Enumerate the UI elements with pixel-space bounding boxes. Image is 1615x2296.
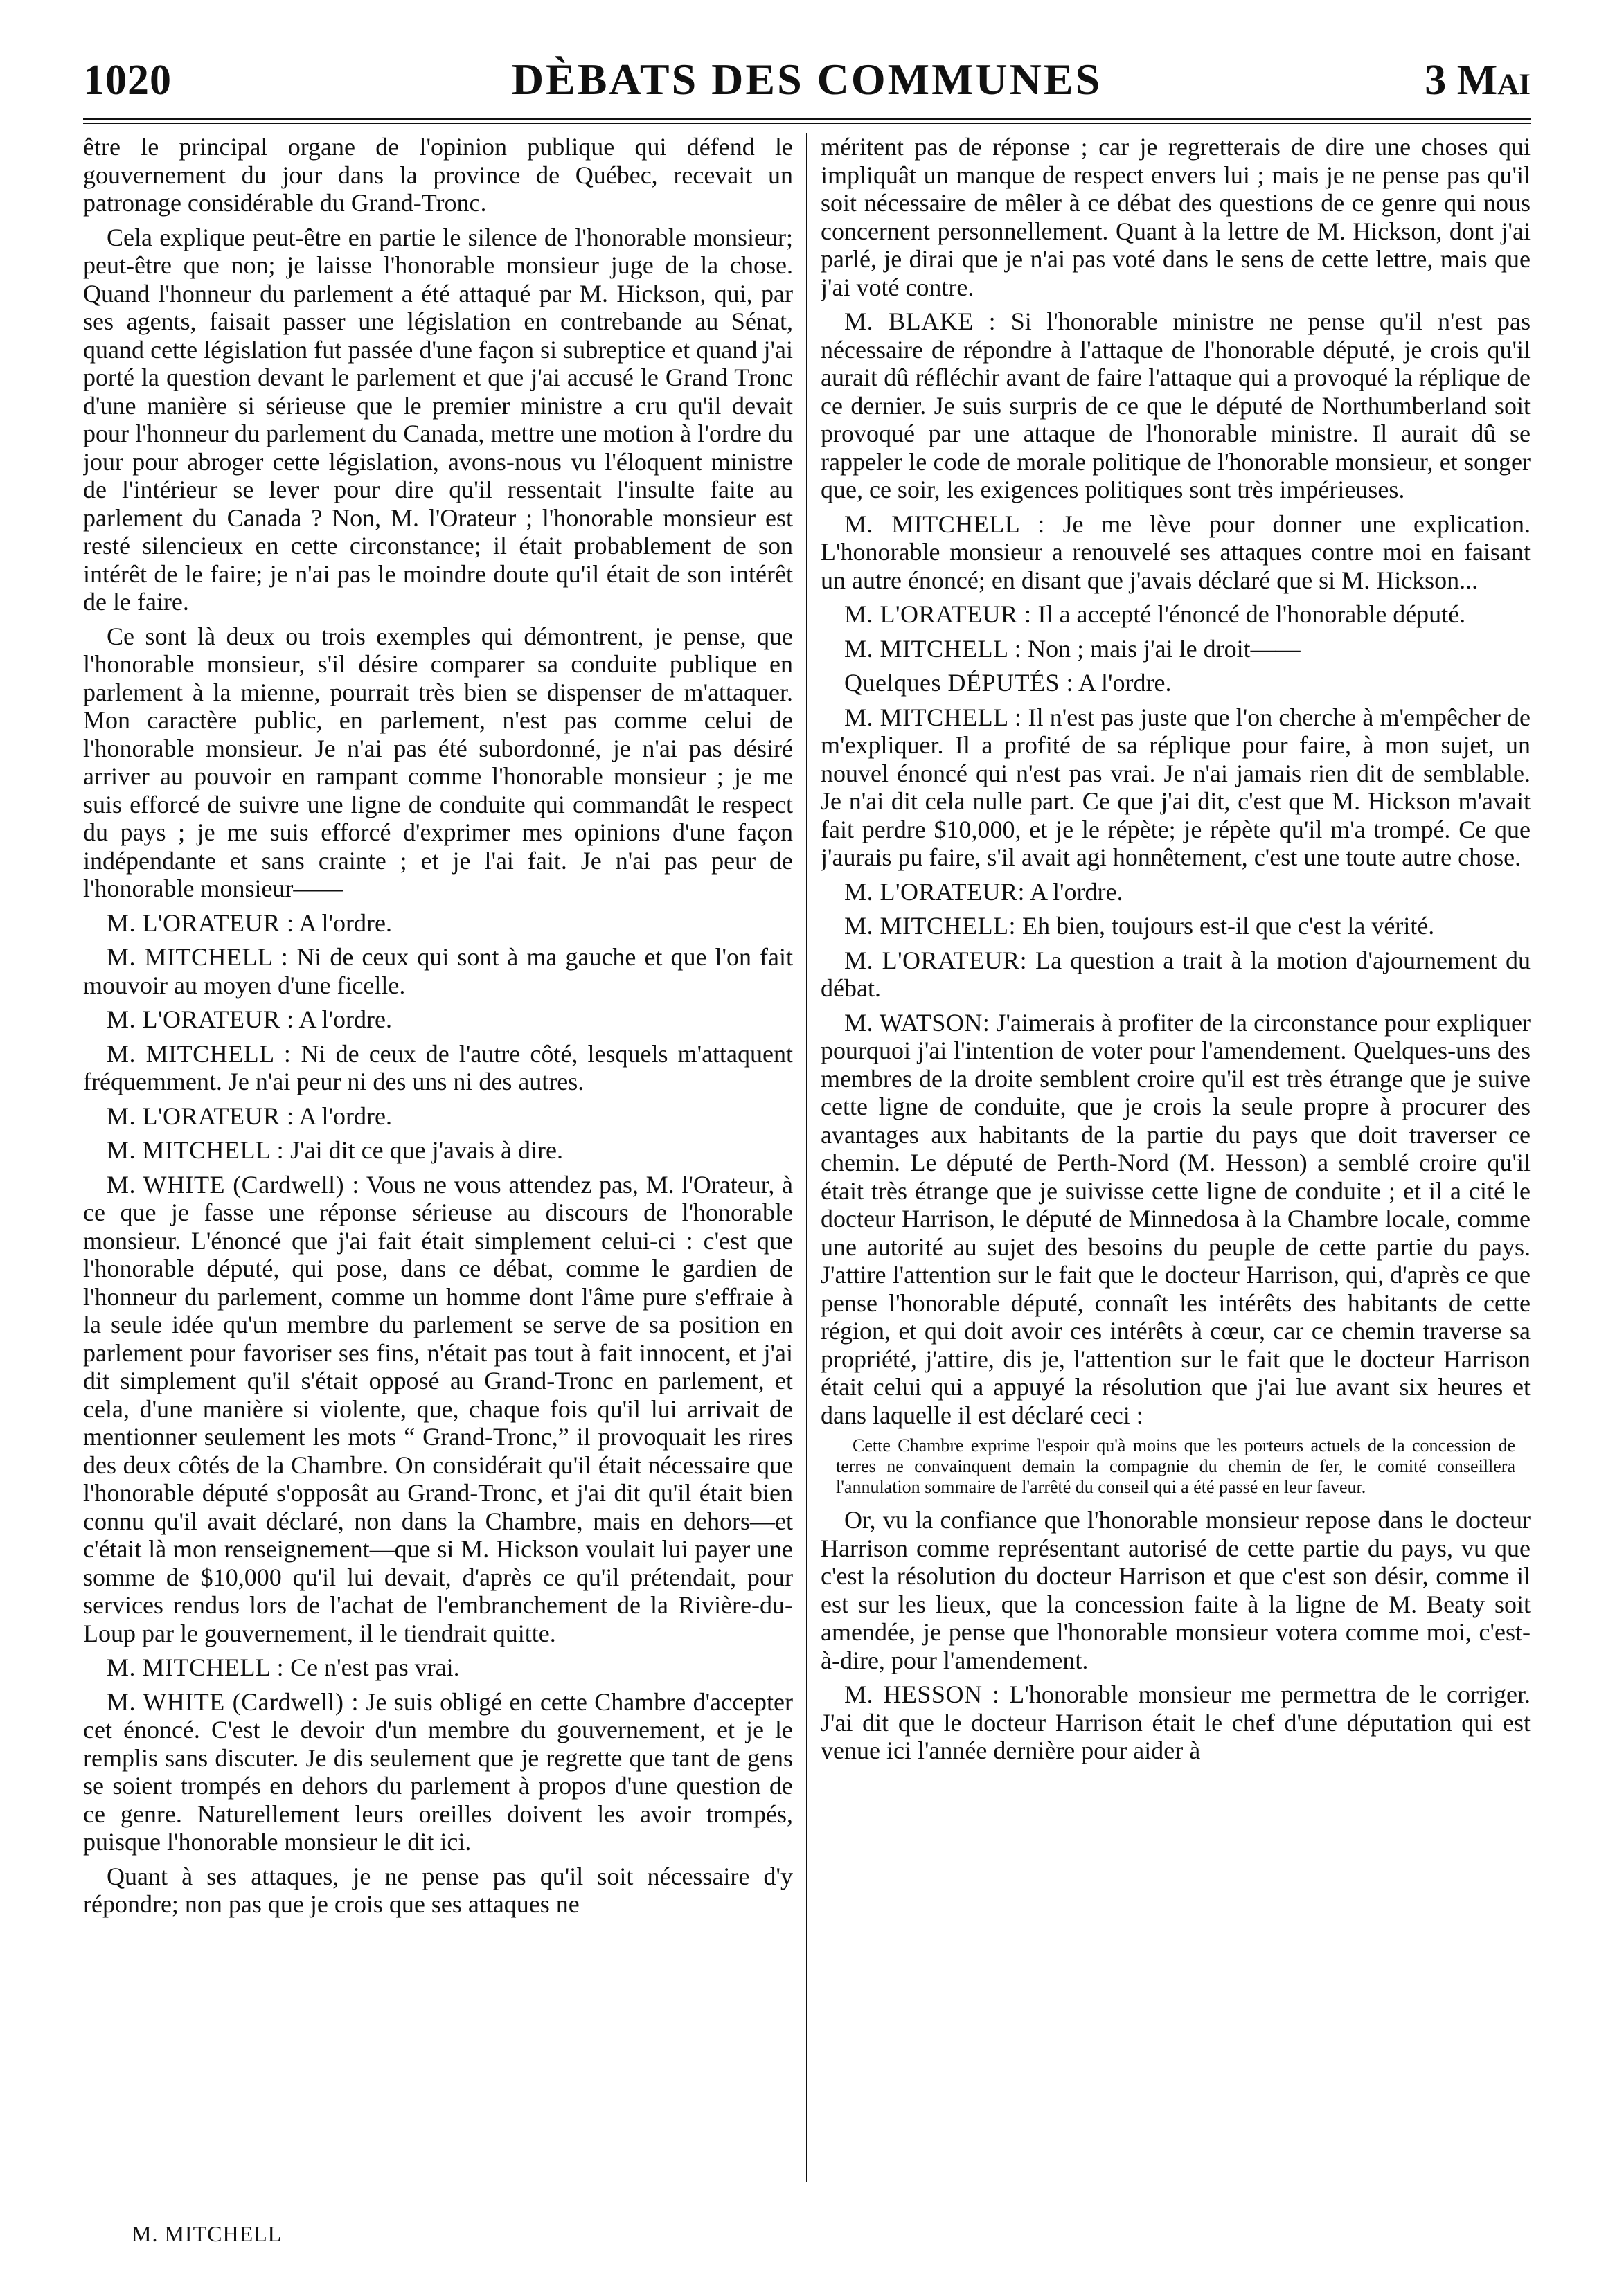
paragraph <box>821 947 1531 1003</box>
paragraph-text: A l'ordre. <box>1078 669 1172 697</box>
paragraph-text: Ce sont là deux ou trois exemples qui démontrent, je pense, que l'honorable monsieur, s'il désire comparer sa conduite publique en parlement à la mienne, pourrait très bien se dispenser de m'attaquer. Mon caractère public, en parlement, n'est pas comme celui de l'honorable monsieur. Je n'ai pas été subordonné, je n'ai pas désiré arriver au pouvoir en rampant comme l'honorable monsieur ; je me suis efforcé de suivre une ligne de conduite qui commandât le respect du pays ; je me suis efforcé d'exprimer mes opinions d'une façon indépendante et sans crainte ; et je l'ai fait. Je n'ai pas peur de l'honorable monsieur—— <box>83 622 793 902</box>
speaker-label: M. WHITE (Cardwell) : <box>107 1170 359 1199</box>
paragraph <box>821 635 1531 663</box>
paragraph <box>821 878 1531 906</box>
paragraph <box>821 1009 1531 1430</box>
speaker-label: M. L'ORATEUR : <box>107 1102 294 1130</box>
header-rule <box>83 118 1531 120</box>
paragraph <box>821 510 1531 595</box>
footer-name: M. MITCHELL <box>132 2221 283 2246</box>
paragraph <box>83 224 793 616</box>
paragraph-text: Je suis obligé en cette Chambre d'accepter cet énoncé. C'est le devoir d'un membre du gouvernement, et je le remplis sans discuter. Je dis seulement que je regrette que tant de gens se soient trompés en dehors du parlement à propos d'une question de ce genre. Naturellement leurs oreilles doivent les avoir trompés, puisque l'honorable monsieur le dit ici. <box>83 1687 793 1856</box>
speaker-label: M. WATSON: <box>844 1008 990 1037</box>
speaker-label: M. L'ORATEUR : <box>107 1005 294 1033</box>
publication-title: DÈBATS DES COMMUNES <box>511 55 1103 104</box>
paragraph-text: Cela explique peut-être en partie le silence de l'honorable monsieur; peut-être que non; je laisse l'honorable monsieur juge de la chose. Quand l'honneur du parlement a été attaqué par M. Hickson, qui, par ses agents, faisait passer une législation en contrebande au Sénat, quand cette législation fut passée d'une façon si subreptice et quand j'ai porté la question devant le parlement et que j'ai accusé le Grand Tronc d'une manière si sérieuse que le premier ministre a cru qu'il devait pour l'honneur du parlement du Canada, mettre une motion à l'ordre du jour pour abroger cette législation, avons-nous vu l'éloquent ministre de l'intérieur se lever pour dire qu'il ressentait l'insulte faite au parlement du Canada ? Non, M. l'Orateur ; l'honorable monsieur est resté silencieux en cette circonstance; il était probablement de son intérêt de le faire; je n'ai pas le moindre doute qu'il était de son intérêt de le faire. <box>83 223 793 616</box>
paragraph-text: Vous ne vous attendez pas, M. l'Orateur, à ce que je fasse une réponse sérieuse au discours de l'honorable monsieur. L'énoncé que j'ai fait était simplement celui-ci : c'est que l'honorable député, qui pose, dans ce débat, comme le gardien de l'honneur du parlement, comme un homme dont l'âme pure s'effraie à la seule idée qu'un membre du parlement se serve de sa position en parlement pour favoriser ses fins, n'était pas tout à fait innocent, et j'ai dit simplement qu'il s'était opposé au Grand-Tronc en parlement, et cela, d'une manière si violente, que, chaque fois qu'il lui arrivait de mentionner seulement les mots “ Grand-Tronc,” il provoquait les rires des deux côtés de la Chambre. On considérait qu'il était nécessaire que l'honorable député s'opposât au Grand-Tronc, et j'ai dit qu'il était bien connu qu'il avait déclaré, non dans la Chambre, mais en dehors—et c'était là mon renseignement—que si M. Hickson voulait lui payer une somme de $10,000 qu'il lui devait, d'après ce qu'il prétendait, pour services rendus lors de l'achat de l'embranchement de la Rivière-du-Loup par le gouvernement, il le tiendrait quitte. <box>83 1170 793 1647</box>
paragraph-text: Quant à ses attaques, je ne pense pas qu'il soit nécessaire d'y répondre; non pas que je crois que ses attaques ne <box>83 1862 793 1918</box>
speaker-label: M. MITCHELL : <box>844 703 1022 731</box>
paragraph-text: A l'ordre. <box>298 908 392 937</box>
paragraph-text: Ce n'est pas vrai. <box>290 1653 460 1681</box>
paragraph-text: Non ; mais j'ai le droit—— <box>1028 634 1301 663</box>
paragraph <box>83 1102 793 1131</box>
two-column-body <box>83 133 1531 2182</box>
paragraph-text: Ni de ceux qui sont à ma gauche et que l'on fait mouvoir au moyen d'une ficelle. <box>83 943 793 999</box>
paragraph-text: Cette Chambre exprime l'espoir qu'à moins que les porteurs actuels de la concession de terres ne convainquent demain la compagnie du chemin de fer, le comité conseillera l'annulation sommaire de l'arrêté du conseil qui a été passé en leur faveur. <box>836 1435 1515 1497</box>
speaker-label: M. L'ORATEUR: <box>844 946 1028 974</box>
right-column <box>821 133 1531 2182</box>
speaker-label: M. WHITE (Cardwell) : <box>107 1687 359 1716</box>
paragraph <box>821 307 1531 504</box>
paragraph <box>821 669 1531 697</box>
paragraph <box>83 622 793 903</box>
column-divider <box>806 133 808 2182</box>
speaker-label: M. MITCHELL: <box>844 912 1016 940</box>
page-number: 1020 <box>83 57 172 104</box>
paragraph <box>821 133 1531 301</box>
paragraph-text: La question a trait à la motion d'ajournement du débat. <box>821 946 1531 1002</box>
paragraph-text: Ni de ceux de l'autre côté, lesquels m'attaquent fréquemment. Je n'ai peur ni des uns ni des autres. <box>83 1039 793 1095</box>
speaker-label: M. MITCHELL : <box>107 1039 292 1068</box>
paragraph <box>821 1680 1531 1765</box>
paragraph <box>83 943 793 999</box>
paragraph <box>821 703 1531 872</box>
speaker-label: Quelques DÉPUTÉS : <box>844 669 1073 697</box>
running-header <box>83 42 1531 105</box>
paragraph-text: A l'ordre. <box>1030 877 1123 906</box>
paragraph <box>821 1506 1531 1674</box>
paragraph <box>83 1863 793 1919</box>
speaker-label: M. HESSON : <box>844 1680 1000 1708</box>
paragraph-text: méritent pas de réponse ; car je regretterais de dire une choses qui impliquât un manque de respect envers lui ; mais je ne pense pas qu'il soit nécessaire de mêler à ce débat des questions de ce genre qui nous concernent personnellement. Quant à la lettre de M. Hickson, dont j'ai parlé, je dirai que je n'ai pas voté dans le sens de cette lettre, mais que j'ai voté contre. <box>821 133 1531 301</box>
header-rule-thin <box>83 123 1531 124</box>
paragraph-text: Or, vu la confiance que l'honorable monsieur repose dans le docteur Harrison comme représentant autorisé de cette partie du pays, vu que c'est la résolution du docteur Harrison et que c'est son désir, comme il est sur les lieux, que la concession faite à la ligne de M. Beaty soit amendée, je pense que l'honorable monsieur votera comme moi, c'est-à-dire, pour l'amendement. <box>821 1506 1531 1674</box>
quoted-resolution <box>836 1435 1515 1498</box>
paragraph <box>821 912 1531 940</box>
paragraph <box>83 1005 793 1034</box>
paragraph-text: J'ai dit ce que j'avais à dire. <box>290 1136 563 1164</box>
speaker-label: M. MITCHELL : <box>107 1653 285 1681</box>
paragraph-text: A l'ordre. <box>298 1102 392 1130</box>
speaker-label: M. L'ORATEUR: <box>844 877 1025 906</box>
paragraph-text: Il a accepté l'énoncé de l'honorable député. <box>1037 600 1466 628</box>
paragraph <box>83 1040 793 1096</box>
speaker-label: M. MITCHELL : <box>844 510 1045 538</box>
document-page <box>83 42 1531 2250</box>
paragraph <box>83 1653 793 1682</box>
paragraph <box>821 600 1531 629</box>
paragraph <box>83 909 793 938</box>
paragraph-text: J'aimerais à profiter de la circonstance pour expliquer pourquoi j'ai l'intention de voter pour l'amendement. Quelques-uns des membres de la droite semblent croire qu'il est très étrange que je suive cette ligne de conduite, que je crois la seule propre à procurer des avantages aux habitants de la partie du pays que doit traverser ce chemin. Le député de Perth-Nord (M. Hesson) a semblé croire qu'il était très étrange que je suivisse cette ligne de conduite ; et il a cité le docteur Harrison, le député de Minnedosa à la Chambre locale, comme une autorité au sujet des besoins du peuple de cette partie du pays. J'attire l'attention sur le fait que le docteur Harrison, qui, d'après ce que pense l'honorable député, connaît les intérêts des habitants de cette région, et qui doit avoir ces intérêts à cœur, car ce chemin traverse sa propriété, j'attire, dis je, l'attention sur le fait que le docteur Harrison était celui qui a appuyé la résolution que j'ai lue avant six heures et dans laquelle il est déclaré ceci : <box>821 1008 1531 1429</box>
paragraph <box>83 1171 793 1648</box>
paragraph-text: Eh bien, toujours est-il que c'est la vérité. <box>1021 912 1435 940</box>
speaker-label: M. L'ORATEUR : <box>107 908 294 937</box>
paragraph <box>83 1688 793 1856</box>
paragraph-text: être le principal organe de l'opinion publique qui défend le gouvernement du jour dans la province de Québec, recevait un patronage considérable du Grand-Tronc. <box>83 133 793 217</box>
sitting-date: 3 Mai <box>1425 57 1531 104</box>
speaker-label: M. MITCHELL : <box>107 1136 285 1164</box>
paragraph-text: A l'ordre. <box>298 1005 392 1033</box>
speaker-label: M. BLAKE : <box>844 307 997 335</box>
paragraph-text: Je me lève pour donner une explication. L'honorable monsieur a renouvelé ses attaques contre moi en faisant un autre énoncé; en disant que j'avais déclaré que si M. Hickson... <box>821 510 1531 594</box>
left-column <box>83 133 793 2182</box>
paragraph <box>83 1136 793 1165</box>
speaker-label: M. L'ORATEUR : <box>844 600 1032 628</box>
paragraph <box>83 133 793 217</box>
speaker-label: M. MITCHELL : <box>107 943 289 971</box>
paragraph-text: Si l'honorable ministre ne pense qu'il n'est pas nécessaire de répondre à l'attaque de l'honorable député, je crois qu'il aurait dû réfléchir avant de faire l'attaque qui a provoqué la réplique de ce dernier. Je suis surpris de ce que le député de Northumberland soit provoqué par une attaque de l'honorable ministre. Il aurait dû se rappeler le code de morale politique de l'honorable monsieur, et songer que, ce soir, les exigences politiques sont très impérieuses. <box>821 307 1531 503</box>
speaker-label: M. MITCHELL : <box>844 634 1022 663</box>
paragraph-text: Il n'est pas juste que l'on cherche à m'empêcher de m'expliquer. Il a profité de sa réplique pour faire, à mon sujet, un nouvel énoncé qui n'est pas vrai. Je n'ai jamais rien dit de semblable. Je n'ai dit cela nulle part. Ce que j'ai dit, c'est que M. Hickson m'avait fait perdre $10,000, et je le répète; je répète qu'il m'a trompé. Ce que j'aurais pu faire, s'il avait agi honnêtement, c'est une toute autre chose. <box>821 703 1531 871</box>
paragraph-text: L'honorable monsieur me permettra de le corriger. J'ai dit que le docteur Harrison était le chef d'une députation qui est venue ici l'année dernière pour aider à <box>821 1680 1531 1764</box>
